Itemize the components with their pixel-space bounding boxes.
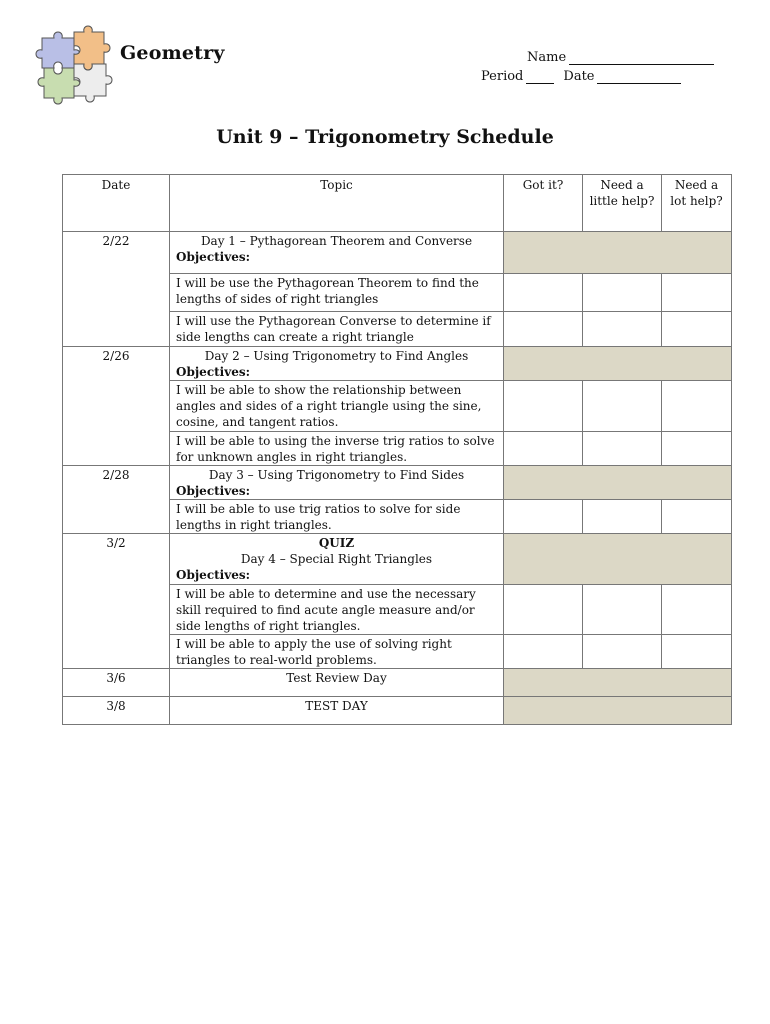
day-row <box>63 534 732 585</box>
day-row <box>63 466 732 500</box>
day-title-cell <box>170 534 504 585</box>
shaded-cell <box>504 669 732 697</box>
puzzle-piece-blue <box>36 32 80 68</box>
day-title-cell <box>170 347 504 381</box>
puzzle-piece-orange <box>74 26 110 70</box>
got-it-checkbox[interactable] <box>504 432 583 466</box>
period-label: Period <box>481 69 524 84</box>
date-label: Date <box>563 69 595 84</box>
col-header-got-it: Got it? <box>504 175 583 232</box>
objective-text: I will use the Pythagorean Converse to determine if side lengths can create a right triangle <box>170 312 504 347</box>
student-info <box>440 46 730 84</box>
puzzle-piece-grey <box>74 64 112 102</box>
lot-help-checkbox[interactable] <box>662 585 732 635</box>
little-help-checkbox[interactable] <box>583 432 662 466</box>
lot-help-checkbox[interactable] <box>662 432 732 466</box>
shaded-cell <box>504 347 732 381</box>
day-title-cell <box>170 466 504 500</box>
test-date: 3/8 <box>63 697 170 725</box>
shaded-cell <box>504 466 732 500</box>
col-header-date: Date <box>63 175 170 232</box>
date-field[interactable] <box>597 70 681 84</box>
course-title: Geometry <box>120 42 225 64</box>
objective-text: I will be able to use trig ratios to solve for side lengths in right triangles. <box>170 500 504 534</box>
test-row <box>63 697 732 725</box>
day-title: Day 1 – Pythagorean Theorem and Converse <box>200 234 473 248</box>
day-row <box>63 347 732 381</box>
little-help-checkbox[interactable] <box>583 500 662 534</box>
test-topic: TEST DAY <box>170 697 504 725</box>
got-it-checkbox[interactable] <box>504 500 583 534</box>
day-title: Day 3 – Using Trigonometry to Find Sides <box>208 468 465 482</box>
period-date-row <box>440 65 730 84</box>
page-title: Unit 9 – Trigonometry Schedule <box>216 126 554 148</box>
lot-help-checkbox[interactable] <box>662 381 732 432</box>
review-row <box>63 669 732 697</box>
shaded-cell <box>504 534 732 585</box>
got-it-checkbox[interactable] <box>504 381 583 432</box>
col-header-lot-help: Need a lot help? <box>662 175 732 232</box>
objectives-label: Objectives: <box>176 250 251 264</box>
period-field[interactable] <box>526 70 554 84</box>
header-row <box>63 175 732 232</box>
little-help-checkbox[interactable] <box>583 312 662 347</box>
day-date: 2/22 <box>63 232 170 347</box>
objectives-label: Objectives: <box>176 365 251 379</box>
day-title: Day 4 – Special Right Triangles <box>240 552 433 566</box>
little-help-checkbox[interactable] <box>583 635 662 669</box>
day-title: Day 2 – Using Trigonometry to Find Angles <box>204 349 469 363</box>
review-date: 3/6 <box>63 669 170 697</box>
schedule-table <box>62 174 732 725</box>
got-it-checkbox[interactable] <box>504 635 583 669</box>
col-header-topic: Topic <box>170 175 504 232</box>
review-topic: Test Review Day <box>170 669 504 697</box>
objective-text: I will be able to using the inverse trig ratios to solve for unknown angles in right triangles. <box>170 432 504 466</box>
objective-text: I will be use the Pythagorean Theorem to find the lengths of sides of right triangles <box>170 274 504 312</box>
name-row <box>440 46 730 65</box>
got-it-checkbox[interactable] <box>504 585 583 635</box>
day-date: 3/2 <box>63 534 170 669</box>
objective-text: I will be able to apply the use of solving right triangles to real-world problems. <box>170 635 504 669</box>
little-help-checkbox[interactable] <box>583 381 662 432</box>
day-row <box>63 232 732 274</box>
lot-help-checkbox[interactable] <box>662 312 732 347</box>
objective-text: I will be able to show the relationship between angles and sides of a right triangle using the sine, cosine, and tangent ratios. <box>170 381 504 432</box>
shaded-cell <box>504 232 732 274</box>
objectives-label: Objectives: <box>176 484 251 498</box>
day-title-cell <box>170 232 504 274</box>
objectives-label: Objectives: <box>176 568 251 582</box>
quiz-label: QUIZ <box>318 536 355 550</box>
day-date: 2/28 <box>63 466 170 534</box>
lot-help-checkbox[interactable] <box>662 274 732 312</box>
col-header-little-help: Need a little help? <box>583 175 662 232</box>
got-it-checkbox[interactable] <box>504 274 583 312</box>
objective-text: I will be able to determine and use the necessary skill required to find acute angle measure and/or side lengths of right triangles. <box>170 585 504 635</box>
got-it-checkbox[interactable] <box>504 312 583 347</box>
little-help-checkbox[interactable] <box>583 274 662 312</box>
puzzle-logo <box>34 22 114 106</box>
name-field[interactable] <box>569 51 714 65</box>
shaded-cell <box>504 697 732 725</box>
lot-help-checkbox[interactable] <box>662 635 732 669</box>
name-label: Name <box>527 50 567 65</box>
lot-help-checkbox[interactable] <box>662 500 732 534</box>
day-date: 2/26 <box>63 347 170 466</box>
little-help-checkbox[interactable] <box>583 585 662 635</box>
